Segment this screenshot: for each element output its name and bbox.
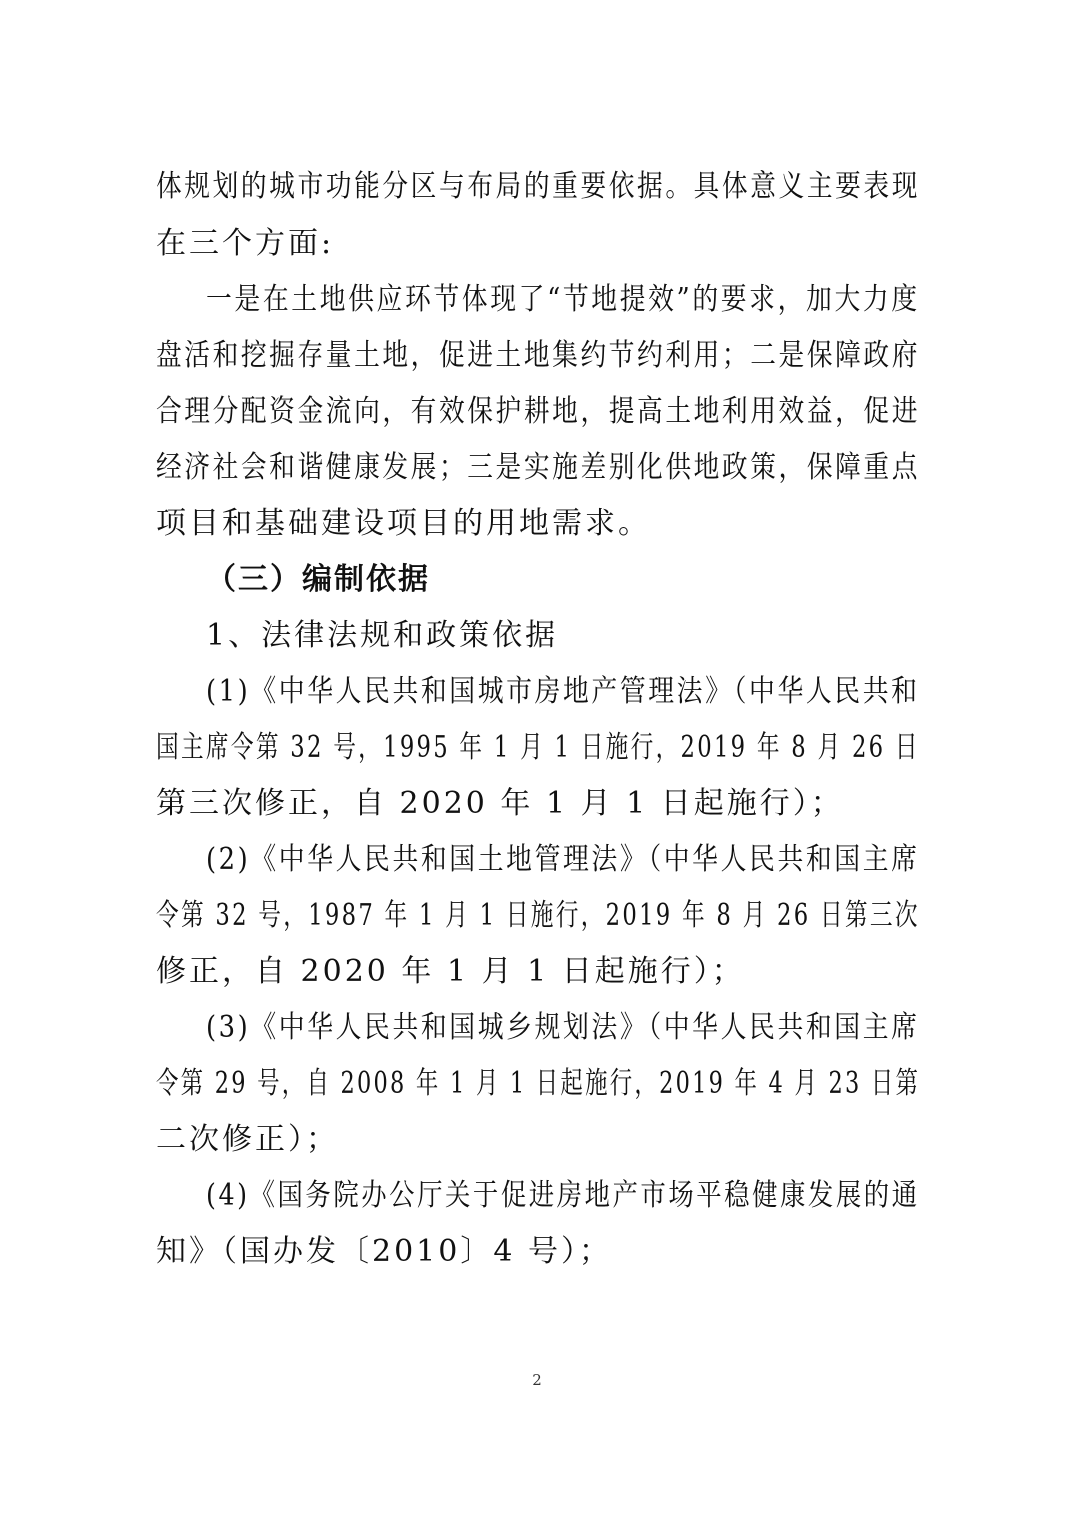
text-line: 令第 32 号，1987 年 1 月 1 日施行，2019 年 8 月 26 日第三次: [156, 898, 920, 933]
text-line: 盘活和挖掘存量土地，促进土地集约节约利用；二是保障政府: [156, 338, 920, 373]
text-line: 第三次修正，自 2020 年 1 月 1 日起施行）；: [156, 786, 844, 821]
text-line: 知》（国办发〔2010〕4 号）；: [156, 1234, 612, 1269]
paragraph-line: 一是在土地供应环节体现了“节地提效”的要求，加大力度: [206, 282, 920, 317]
text-line: 体规划的城市功能分区与布局的重要依据。具体意义主要表现: [156, 169, 920, 204]
page-number: 2: [532, 1371, 542, 1389]
section-heading: （三）编制依据: [206, 562, 430, 597]
text-line: 修正，自 2020 年 1 月 1 日起施行）；: [156, 954, 745, 989]
list-item-line: (3)《中华人民共和国城乡规划法》（中华人民共和国主席: [206, 1010, 920, 1045]
list-item-line: (2)《中华人民共和国土地管理法》（中华人民共和国主席: [206, 842, 920, 877]
list-item-line: (4)《国务院办公厅关于促进房地产市场平稳健康发展的通: [206, 1178, 920, 1213]
text-line: 二次修正）；: [156, 1122, 339, 1157]
text-line: 项目和基础建设项目的用地需求。: [156, 506, 651, 541]
subsection-heading: 1、法律法规和政策依据: [206, 618, 559, 653]
list-item-line: (1)《中华人民共和国城市房地产管理法》（中华人民共和: [206, 674, 920, 709]
text-line: 在三个方面:: [156, 226, 335, 261]
text-line: 合理分配资金流向，有效保护耕地，提高土地利用效益，促进: [156, 394, 920, 429]
text-line: 令第 29 号，自 2008 年 1 月 1 日起施行，2019 年 4 月 23 日第: [156, 1066, 921, 1101]
text-line: 经济社会和谐健康发展；三是实施差别化供地政策，保障重点: [156, 450, 920, 485]
text-line: 国主席令第 32 号，1995 年 1 月 1 日施行，2019 年 8 月 26 日: [156, 730, 920, 765]
